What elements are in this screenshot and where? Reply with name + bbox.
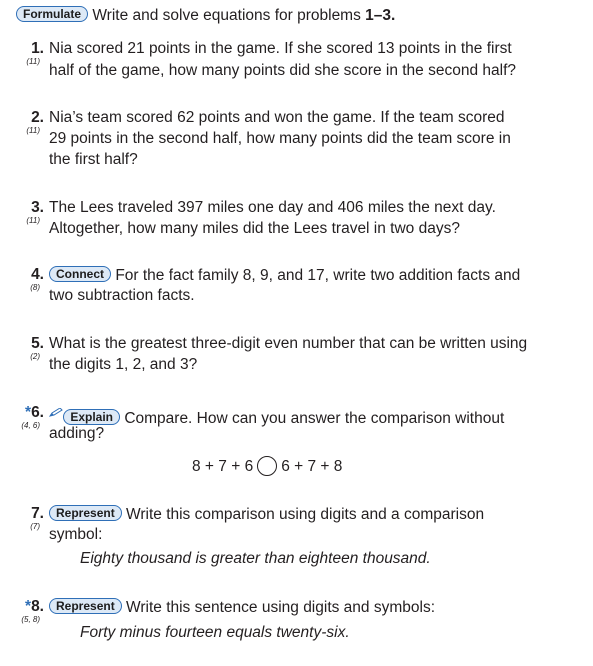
lesson-reference: (5, 8) [21,615,40,624]
formulate-badge: Formulate [16,6,88,22]
problem-number: *8. [25,598,44,615]
problem-text-line: the digits 1, 2, and 3? [49,356,198,373]
problem-text-line: What is the greatest three-digit even number that can be written using [49,335,528,352]
pencil-icon [49,404,63,413]
problem-number: 1. [31,40,44,57]
lesson-reference: (11) [26,57,40,66]
problem-text-line: Nia scored 21 points in the game. If she scored 13 points in the first [49,40,512,57]
expression-right: 6 + 7 + 8 [281,458,343,475]
problem-text-line: Altogether, how many miles did the Lees travel in two days? [49,220,460,237]
instructions-header [16,6,395,25]
problem-text-line: symbol: [49,526,103,543]
problem-number: 2. [31,109,44,126]
sentence-to-write: Eighty thousand is greater than eighteen thousand. [80,550,431,567]
lesson-reference: (8) [30,283,40,292]
problem-number: 7. [31,505,44,522]
sentence-to-write: Forty minus fourteen equals twenty-six. [80,624,350,641]
star-marker: * [25,404,32,421]
problem-text-line [49,266,520,285]
explain-badge: Explain [63,409,120,425]
lesson-reference: (11) [26,216,40,225]
star-marker: * [25,598,32,615]
problem-number: 5. [31,335,44,352]
lesson-reference: (11) [26,126,40,135]
comparison-expression [0,456,593,476]
problem-text-line [49,598,435,617]
problem-text-line: half of the game, how many points did she score in the second half? [49,62,517,79]
problem-text: Compare. How can you answer the comparison without [124,410,505,427]
problem-text-line [49,404,504,428]
problem-number: *6. [25,404,44,421]
problem-text: For the fact family 8, 9, and 17, write two addition facts and [115,267,521,284]
lesson-reference: (4, 6) [21,421,40,430]
represent-badge: Represent [49,505,122,521]
problem-number: 3. [31,199,44,216]
problem-text-line: Nia’s team scored 62 points and won the game. If the team scored [49,109,505,126]
header-range: 1–3. [365,7,396,24]
lesson-reference: (7) [30,522,40,531]
expression-left: 8 + 7 + 6 [192,458,254,475]
comparison-circle [257,456,277,476]
lesson-reference: (2) [30,352,40,361]
represent-badge: Represent [49,598,122,614]
header-text: Write and solve equations for problems [92,7,361,24]
problem-text-line [49,505,484,524]
problem-text-line: The Lees traveled 397 miles one day and 406 miles the next day. [49,199,496,216]
problem-text-line: the first half? [49,151,138,168]
problem-text: Write this comparison using digits and a comparison [126,506,485,523]
problem-text: Write this sentence using digits and symbols: [126,599,436,616]
problem-text-line: two subtraction facts. [49,287,195,304]
problem-number: 4. [31,266,44,283]
problem-text-line: adding? [49,425,105,442]
connect-badge: Connect [49,266,111,282]
problem-text-line: 29 points in the second half, how many points did the team score in [49,130,511,147]
